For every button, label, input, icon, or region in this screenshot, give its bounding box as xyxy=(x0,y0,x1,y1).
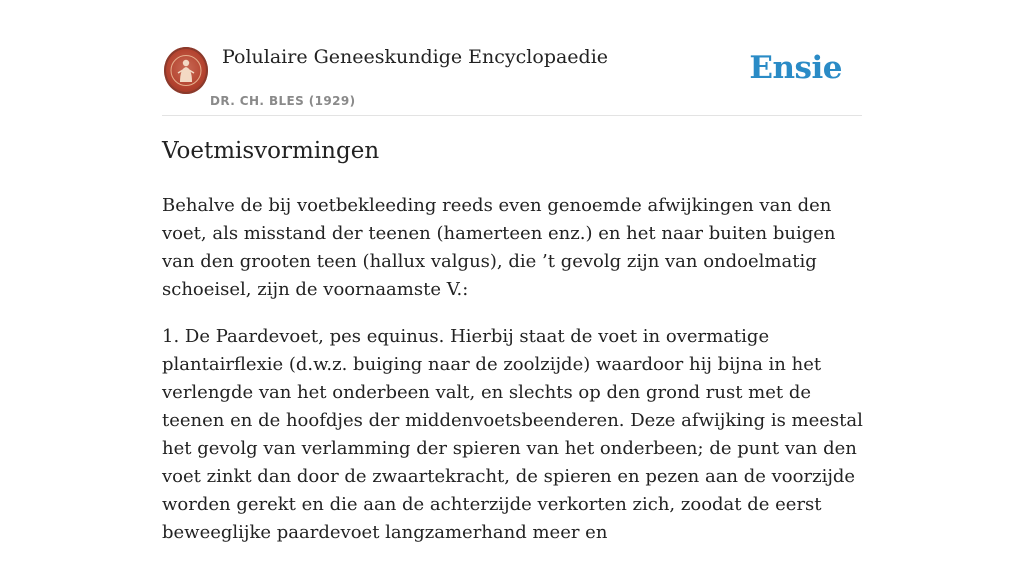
book-title[interactable]: Polulaire Geneeskundige Encyclopaedie xyxy=(222,46,609,68)
article-body xyxy=(162,192,867,566)
site-header xyxy=(162,42,862,116)
article-paragraph: Behalve de bij voetbekleeding reeds even genoemde afwijkingen van den voet, als misstand der teenen (hamerteen enz.) en het naar buiten buigen van den grooten teen (hallux valgus), die ’t gevolg zijn van ondoelmatig schoeisel, zijn de voornaamste V.: xyxy=(162,195,836,300)
article-title: Voetmisvormingen xyxy=(162,138,380,164)
encyclopedia-emblem-icon[interactable] xyxy=(164,47,208,94)
brand-logo-link[interactable]: Ensie xyxy=(749,50,842,86)
book-author: DR. CH. BLES (1929) xyxy=(210,94,356,108)
article-paragraph: 1. De Paardevoet, pes equinus. Hierbij staat de voet in overmatige plantairflexie (d.w.z. buiging naar de zoolzijde) waardoor hij bijna in het verlengde van het onderbeen valt, en slechts op den grond rust met de teenen en de hoofdjes der middenvoetsbeenderen. Deze afwijking is meestal het gevolg van verlamming der spieren van het onderbeen; de punt van den voet zinkt dan door de zwaartekracht, de spieren en pezen aan de voorzijde worden gerekt en die aan de achterzijde verkorten zich, zoodat de eerst beweeglijke paardevoet langzamerhand meer en xyxy=(162,326,863,543)
